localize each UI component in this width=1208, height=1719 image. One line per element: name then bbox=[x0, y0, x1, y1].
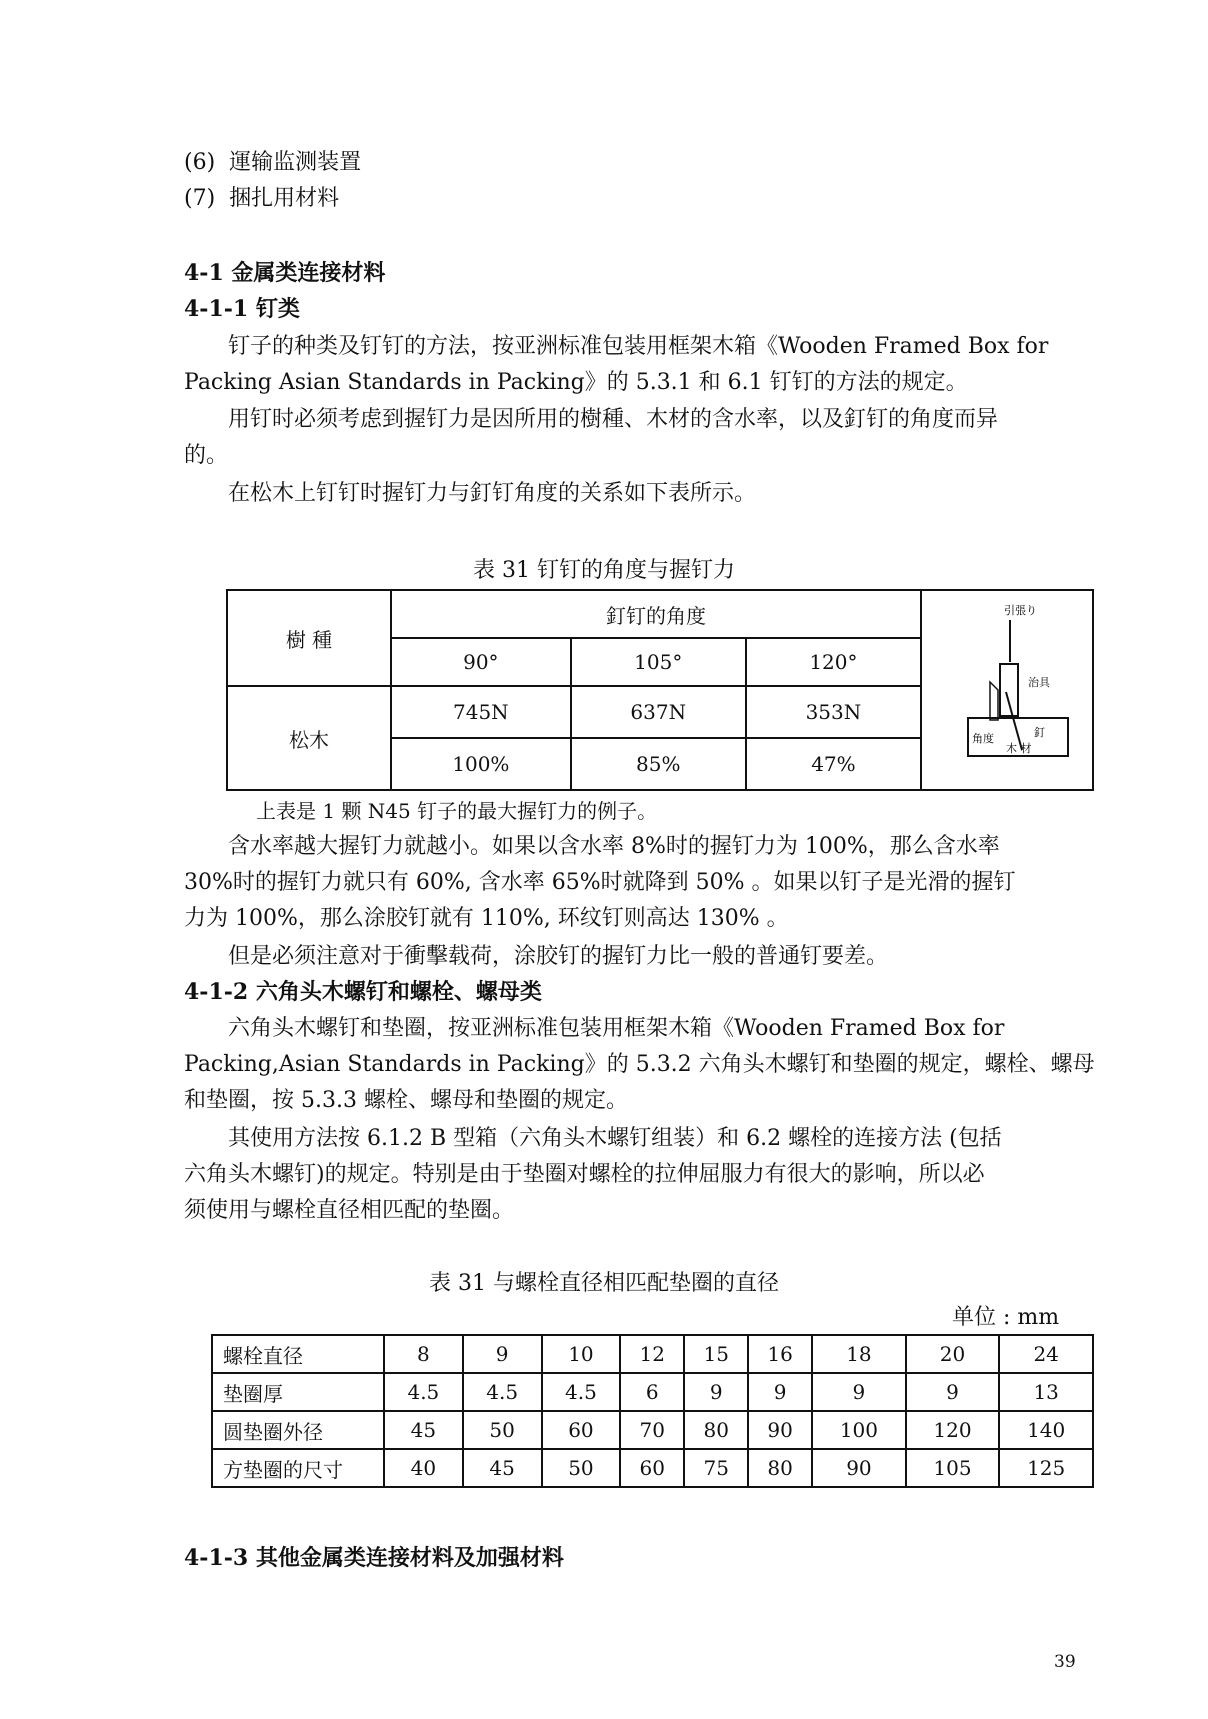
species-cell: 松木 bbox=[227, 686, 391, 790]
table-cell: 10 bbox=[542, 1335, 621, 1373]
percent-cell: 47% bbox=[746, 738, 921, 790]
subsection-heading: 4-1-3 其他金属类连接材料及加强材料 bbox=[184, 1545, 564, 1571]
paragraph-line: 用钉时必须考虑到握钉力是因所用的樹種、木材的含水率，以及釘钉的角度而异 bbox=[228, 407, 999, 432]
table-cell: 45 bbox=[384, 1411, 463, 1449]
paragraph-line: 30%时的握钉力就只有 60%, 含水率 65%时就降到 50% 。如果以钉子是光滑的握钉 bbox=[184, 870, 1016, 895]
paragraph-line: 力为 100%，那么涂胶钉就有 110%, 环纹钉则高达 130% 。 bbox=[184, 906, 789, 931]
table-cell: 140 bbox=[999, 1411, 1093, 1449]
angle-cell: 90° bbox=[391, 638, 571, 686]
row-label: 圆垫圈外径 bbox=[212, 1411, 384, 1449]
force-cell: 745N bbox=[391, 686, 571, 738]
nail-diagram-cell bbox=[921, 590, 1093, 790]
row-label: 方垫圈的尺寸 bbox=[212, 1449, 384, 1487]
table-row bbox=[212, 1411, 1093, 1449]
list-item: (6) 運输监测装置 bbox=[184, 150, 362, 175]
paragraph-line: 的。 bbox=[184, 443, 229, 468]
angle-cell: 105° bbox=[571, 638, 746, 686]
table-cell: 50 bbox=[542, 1449, 621, 1487]
table-cell: 16 bbox=[748, 1335, 812, 1373]
washer-diameter-table bbox=[211, 1334, 1094, 1488]
table-note: 上表是 1 颗 N45 钉子的最大握钉力的例子。 bbox=[256, 799, 658, 823]
paragraph-line: 须使用与螺栓直径相匹配的垫圈。 bbox=[184, 1198, 515, 1223]
page-number: 39 bbox=[1054, 1652, 1076, 1672]
table-cell: 6 bbox=[620, 1373, 684, 1411]
angle-header: 釘钉的角度 bbox=[391, 590, 921, 638]
table-cell: 120 bbox=[906, 1411, 1000, 1449]
table-cell: 9 bbox=[684, 1373, 748, 1411]
table-cell: 90 bbox=[748, 1411, 812, 1449]
table-cell: 70 bbox=[620, 1411, 684, 1449]
table-cell: 13 bbox=[999, 1373, 1093, 1411]
table-cell: 9 bbox=[812, 1373, 906, 1411]
row-label: 垫圈厚 bbox=[212, 1373, 384, 1411]
paragraph-line: 在松木上钉钉时握钉力与釘钉角度的关系如下表所示。 bbox=[228, 481, 757, 506]
section-heading: 4-1 金属类连接材料 bbox=[184, 260, 386, 286]
angle-cell: 120° bbox=[746, 638, 921, 686]
table-cell: 9 bbox=[463, 1335, 542, 1373]
table-cell: 100 bbox=[812, 1411, 906, 1449]
table-cell: 20 bbox=[906, 1335, 1000, 1373]
table-cell: 105 bbox=[906, 1449, 1000, 1487]
table-cell: 40 bbox=[384, 1449, 463, 1487]
force-cell: 637N bbox=[571, 686, 746, 738]
table-cell: 45 bbox=[463, 1449, 542, 1487]
paragraph-line: Packing Asian Standards in Packing》的 5.3.1 和 6.1 钉钉的方法的规定。 bbox=[184, 370, 968, 395]
table-cell: 24 bbox=[999, 1335, 1093, 1373]
diagram-label-pull: 引張り bbox=[1004, 604, 1037, 617]
table-caption: 表 31 与螺栓直径相匹配垫圈的直径 bbox=[429, 1271, 779, 1296]
unit-label: 单位 : mm bbox=[952, 1305, 1060, 1330]
row-label: 螺栓直径 bbox=[212, 1335, 384, 1373]
paragraph-line: 和垫圈，按 5.3.3 螺栓、螺母和垫圈的规定。 bbox=[184, 1088, 628, 1113]
paragraph-line: 六角头木螺钉和垫圈，按亚洲标准包装用框架木箱《Wooden Framed Box for bbox=[228, 1016, 1005, 1041]
paragraph-line: 钉子的种类及钉钉的方法，按亚洲标准包装用框架木箱《Wooden Framed Box for bbox=[228, 334, 1049, 359]
diagram-label-jig: 治具 bbox=[1028, 676, 1050, 689]
table-cell: 15 bbox=[684, 1335, 748, 1373]
diagram-label-angle: 角度 bbox=[972, 732, 994, 745]
paragraph-line: 含水率越大握钉力就越小。如果以含水率 8%时的握钉力为 100%，那么含水率 bbox=[228, 834, 1000, 859]
table-cell: 8 bbox=[384, 1335, 463, 1373]
paragraph-line: Packing,Asian Standards in Packing》的 5.3.2 六角头木螺钉和垫圈的规定，螺栓、螺母 bbox=[184, 1052, 1095, 1077]
table-cell: 4.5 bbox=[384, 1373, 463, 1411]
diagram-label-nail: 釘 bbox=[1034, 726, 1045, 739]
table-cell: 125 bbox=[999, 1449, 1093, 1487]
subsection-heading: 4-1-2 六角头木螺钉和螺栓、螺母类 bbox=[184, 979, 542, 1005]
table-cell: 50 bbox=[463, 1411, 542, 1449]
percent-cell: 100% bbox=[391, 738, 571, 790]
nail-angle-table bbox=[226, 589, 1094, 791]
nail-pull-diagram bbox=[932, 600, 1082, 780]
table-cell: 9 bbox=[906, 1373, 1000, 1411]
table-cell: 60 bbox=[620, 1449, 684, 1487]
paragraph-line: 其使用方法按 6.1.2 B 型箱（六角头木螺钉组装）和 6.2 螺栓的连接方法 (包括 bbox=[228, 1126, 1002, 1151]
table-cell: 9 bbox=[748, 1373, 812, 1411]
paragraph-line: 六角头木螺钉)的规定。特别是由于垫圈对螺栓的拉伸屈服力有很大的影响，所以必 bbox=[184, 1162, 985, 1187]
table-cell: 60 bbox=[542, 1411, 621, 1449]
table-row bbox=[212, 1449, 1093, 1487]
table-cell: 80 bbox=[684, 1411, 748, 1449]
force-cell: 353N bbox=[746, 686, 921, 738]
table-cell: 90 bbox=[812, 1449, 906, 1487]
percent-cell: 85% bbox=[571, 738, 746, 790]
table-cell: 75 bbox=[684, 1449, 748, 1487]
table-cell: 18 bbox=[812, 1335, 906, 1373]
table-cell: 12 bbox=[620, 1335, 684, 1373]
table-row bbox=[212, 1335, 1093, 1373]
table-caption: 表 31 钉钉的角度与握钉力 bbox=[473, 558, 735, 583]
table-cell: 4.5 bbox=[463, 1373, 542, 1411]
list-item: (7) 捆扎用材料 bbox=[184, 186, 340, 211]
species-header: 樹 種 bbox=[227, 590, 391, 686]
paragraph-line: 但是必须注意对于衝擊载荷，涂胶钉的握钉力比一般的普通钉要差。 bbox=[228, 944, 889, 969]
table-cell: 80 bbox=[748, 1449, 812, 1487]
subsection-heading: 4-1-1 钉类 bbox=[184, 296, 300, 322]
diagram-label-wood: 木 材 bbox=[1006, 742, 1032, 755]
table-row bbox=[212, 1373, 1093, 1411]
table-cell: 4.5 bbox=[542, 1373, 621, 1411]
